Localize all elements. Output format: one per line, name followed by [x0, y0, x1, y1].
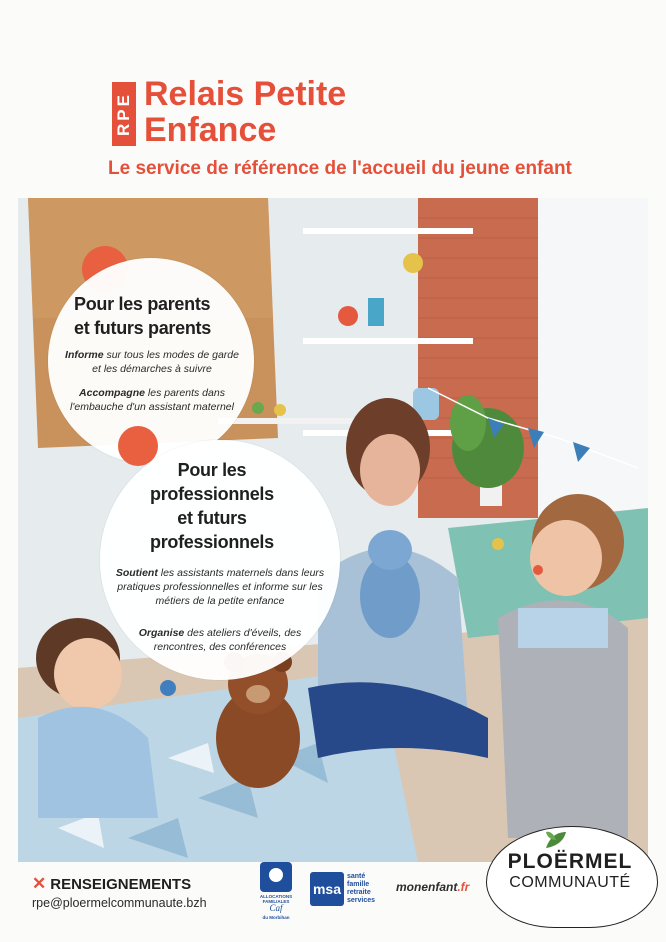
msa-words: [347, 873, 375, 905]
pros-point-support-text: les assistants maternels dans leurs pratiques professionnelles et informe sur les métiers de la petite enfance: [117, 567, 325, 607]
pros-point-support-verb: Soutient: [115, 567, 158, 579]
ploermel-name: PLOËRMEL: [507, 850, 633, 873]
parents-point-accompany-verb: Accompagne: [79, 387, 145, 399]
parents-point-inform-text: sur tous les modes de garde et les démarches à suivre: [92, 349, 239, 375]
parents-point-inform-verb: Informe: [65, 349, 104, 361]
caf-region: du Morbihan: [262, 915, 290, 920]
contact-heading: [32, 874, 191, 894]
rpe-logo-mark: RPE: [112, 82, 136, 146]
parents-heading: [74, 292, 211, 340]
monenfant-main: monenfant: [396, 880, 458, 894]
monenfant-tld: .fr: [457, 880, 470, 894]
caf-small-text: ALLOCATIONS FAMILIALES: [259, 894, 293, 904]
msa-word-famille: famille: [347, 881, 370, 888]
msa-word-retraite: retraite: [347, 889, 371, 896]
tagline: Le service de référence de l'accueil du jeune enfant: [108, 158, 572, 179]
msa-logo: [310, 872, 375, 906]
parents-heading-line-1: Pour les parents: [74, 294, 211, 314]
parents-point-inform: [64, 348, 240, 376]
leaf-icon: [544, 830, 568, 850]
contact-email[interactable]: rpe@ploermelcommunaute.bzh: [32, 896, 207, 910]
pros-heading-line-2: professionnels: [150, 484, 274, 504]
monenfant-logo: [396, 880, 469, 894]
pros-heading-line-1: Pour les: [177, 460, 247, 480]
msa-word-sante: santé: [347, 873, 366, 880]
title-line-1: Relais Petite: [144, 75, 347, 113]
page-title: [144, 76, 346, 148]
ploermel-sub: COMMUNAUTÉ: [509, 874, 631, 891]
pros-point-organize: [112, 626, 328, 654]
msa-mark: msa: [310, 872, 344, 906]
header: [0, 0, 666, 200]
caf-name: Caf: [269, 903, 283, 913]
parents-heading-line-2: et futurs parents: [74, 318, 211, 338]
pros-heading-line-3: et futurs: [177, 508, 247, 528]
title-line-2: Enfance: [144, 111, 277, 149]
pros-heading-line-4: professionnels: [150, 532, 274, 552]
parents-point-accompany: [64, 386, 240, 414]
pros-point-organize-text: des ateliers d'éveils, des rencontres, des conférences: [153, 627, 302, 653]
contact-label: RENSEIGNEMENTS: [50, 875, 192, 893]
caf-logo: [254, 862, 298, 926]
parents-point-accompany-text: les parents dans l'embauche d'un assistant maternel: [70, 387, 234, 413]
caf-emblem-icon: [260, 862, 292, 892]
msa-word-services: services: [347, 897, 376, 904]
pros-heading: [150, 458, 274, 554]
pros-point-organize-verb: Organise: [138, 627, 185, 639]
cross-icon: ✕: [32, 874, 47, 893]
pros-point-support: [112, 566, 328, 608]
